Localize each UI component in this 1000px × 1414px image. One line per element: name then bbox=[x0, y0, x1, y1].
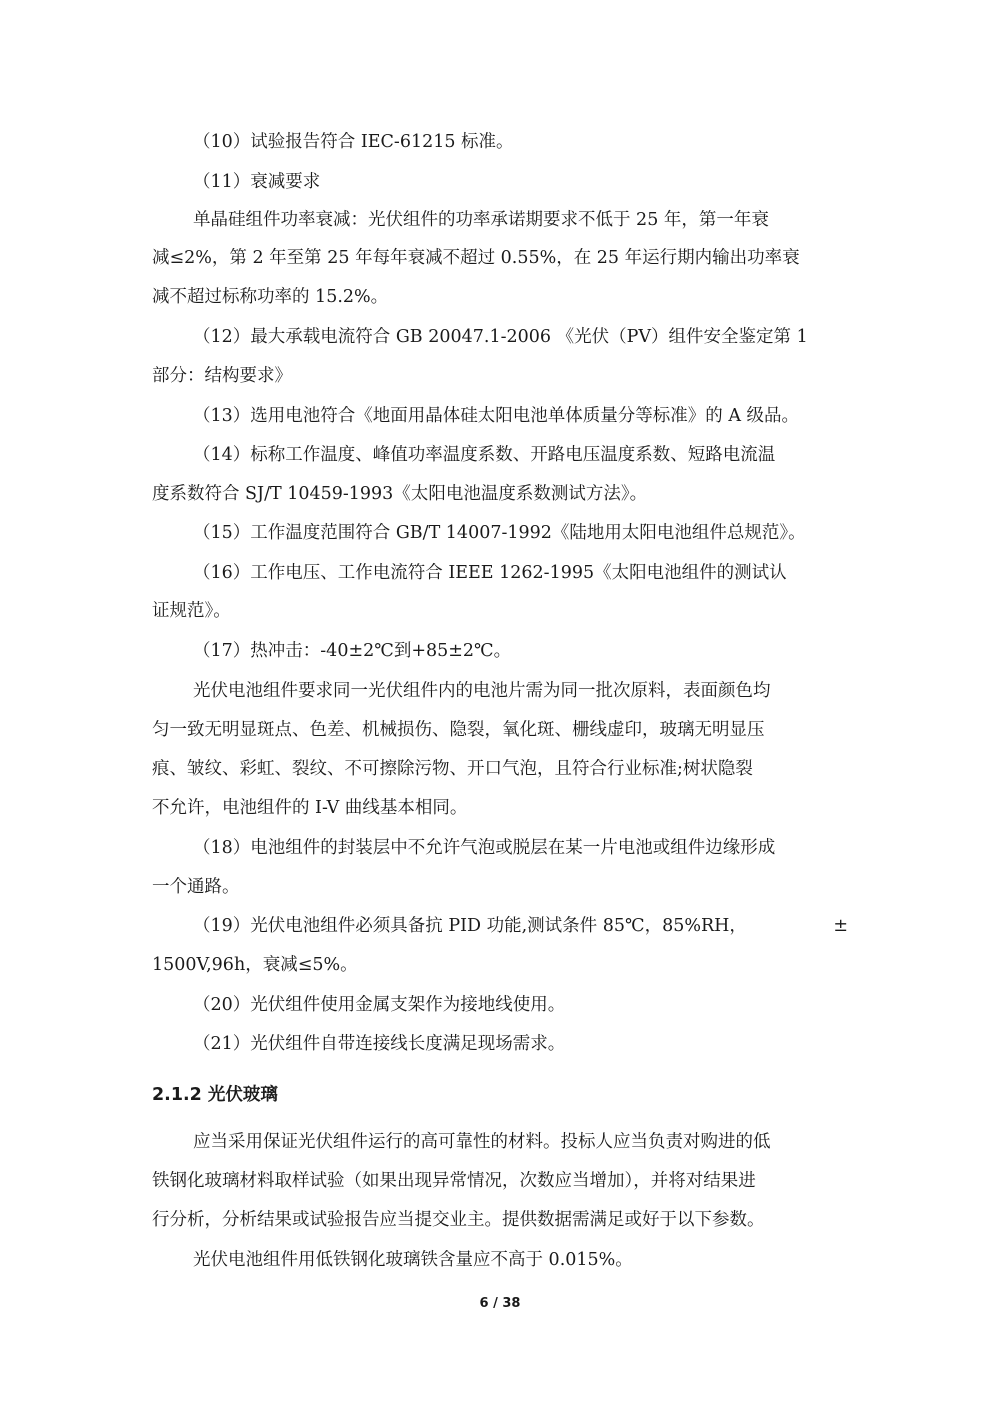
decay-paragraph-line-2: 减≤2%，第 2 年至第 25 年每年衰减不超过 0.55%，在 25 年运行期内输出功率衰 bbox=[152, 248, 800, 268]
item-15: （15）工作温度范围符合 GB/T 14007-1992《陆地用太阳电池组件总规范》。 bbox=[193, 523, 806, 543]
item-12-line-2: 部分：结构要求》 bbox=[152, 366, 292, 386]
item-13: （13）选用电池符合《地面用晶体硅太阳电池单体质量分等标准》的 A 级品。 bbox=[193, 406, 800, 426]
item-19-trailing-symbol: ± bbox=[833, 916, 848, 936]
item-11: （11）衰减要求 bbox=[193, 172, 321, 192]
glass-paragraph-line-3: 行分析，分析结果或试验报告应当提交业主。提供数据需满足或好于以下参数。 bbox=[152, 1210, 765, 1230]
item-19-line-1: （19）光伏电池组件必须具备抗 PID 功能,测试条件 85℃，85%RH， bbox=[193, 916, 747, 936]
decay-paragraph-line-1: 单晶硅组件功率衰减：光伏组件的功率承诺期要求不低于 25 年，第一年衰 bbox=[193, 210, 769, 230]
item-19-line-1-row bbox=[193, 914, 848, 938]
glass-paragraph-line-1: 应当采用保证光伏组件运行的高可靠性的材料。投标人应当负责对购进的低 bbox=[193, 1132, 771, 1152]
item-21: （21）光伏组件自带连接线长度满足现场需求。 bbox=[193, 1034, 566, 1054]
item-10: （10）试验报告符合 IEC-61215 标准。 bbox=[193, 132, 514, 152]
item-16-line-1: （16）工作电压、工作电流符合 IEEE 1262-1995《太阳电池组件的测试认 bbox=[193, 563, 787, 583]
item-16-line-2: 证规范》。 bbox=[152, 601, 231, 621]
appearance-paragraph-line-2: 匀一致无明显斑点、色差、机械损伤、隐裂，氧化斑、栅线虚印，玻璃无明显压 bbox=[152, 720, 765, 740]
decay-paragraph-line-3: 减不超过标称功率的 15.2%。 bbox=[152, 287, 389, 307]
item-20: （20）光伏组件使用金属支架作为接地线使用。 bbox=[193, 995, 566, 1015]
glass-iron-content: 光伏电池组件用低铁钢化玻璃铁含量应不高于 0.015%。 bbox=[193, 1250, 633, 1270]
section-heading: 2.1.2 光伏玻璃 bbox=[152, 1085, 278, 1105]
glass-paragraph-line-2: 铁钢化玻璃材料取样试验（如果出现异常情况，次数应当增加），并将对结果进 bbox=[152, 1171, 756, 1191]
item-18-line-1: （18）电池组件的封装层中不允许气泡或脱层在某一片电池或组件边缘形成 bbox=[193, 838, 776, 858]
item-12-line-1: （12）最大承载电流符合 GB 20047.1-2006 《光伏（PV）组件安全鉴定第 1 bbox=[193, 327, 808, 347]
item-17: （17）热冲击：-40±2℃到+85±2℃。 bbox=[193, 641, 512, 661]
item-18-line-2: 一个通路。 bbox=[152, 877, 240, 897]
item-14-line-1: （14）标称工作温度、峰值功率温度系数、开路电压温度系数、短路电流温 bbox=[193, 445, 776, 465]
appearance-paragraph-line-3: 痕、皱纹、彩虹、裂纹、不可擦除污物、开口气泡，且符合行业标准;树状隐裂 bbox=[152, 759, 753, 779]
item-19-line-2: 1500V,96h，衰减≤5%。 bbox=[152, 955, 358, 975]
appearance-paragraph-line-1: 光伏电池组件要求同一光伏组件内的电池片需为同一批次原料，表面颜色均 bbox=[193, 681, 771, 701]
item-14-line-2: 度系数符合 SJ/T 10459-1993《太阳电池温度系数测试方法》。 bbox=[152, 484, 648, 504]
appearance-paragraph-line-4: 不允许，电池组件的 I-V 曲线基本相同。 bbox=[152, 798, 468, 818]
page-number: 6 / 38 bbox=[479, 1296, 521, 1311]
